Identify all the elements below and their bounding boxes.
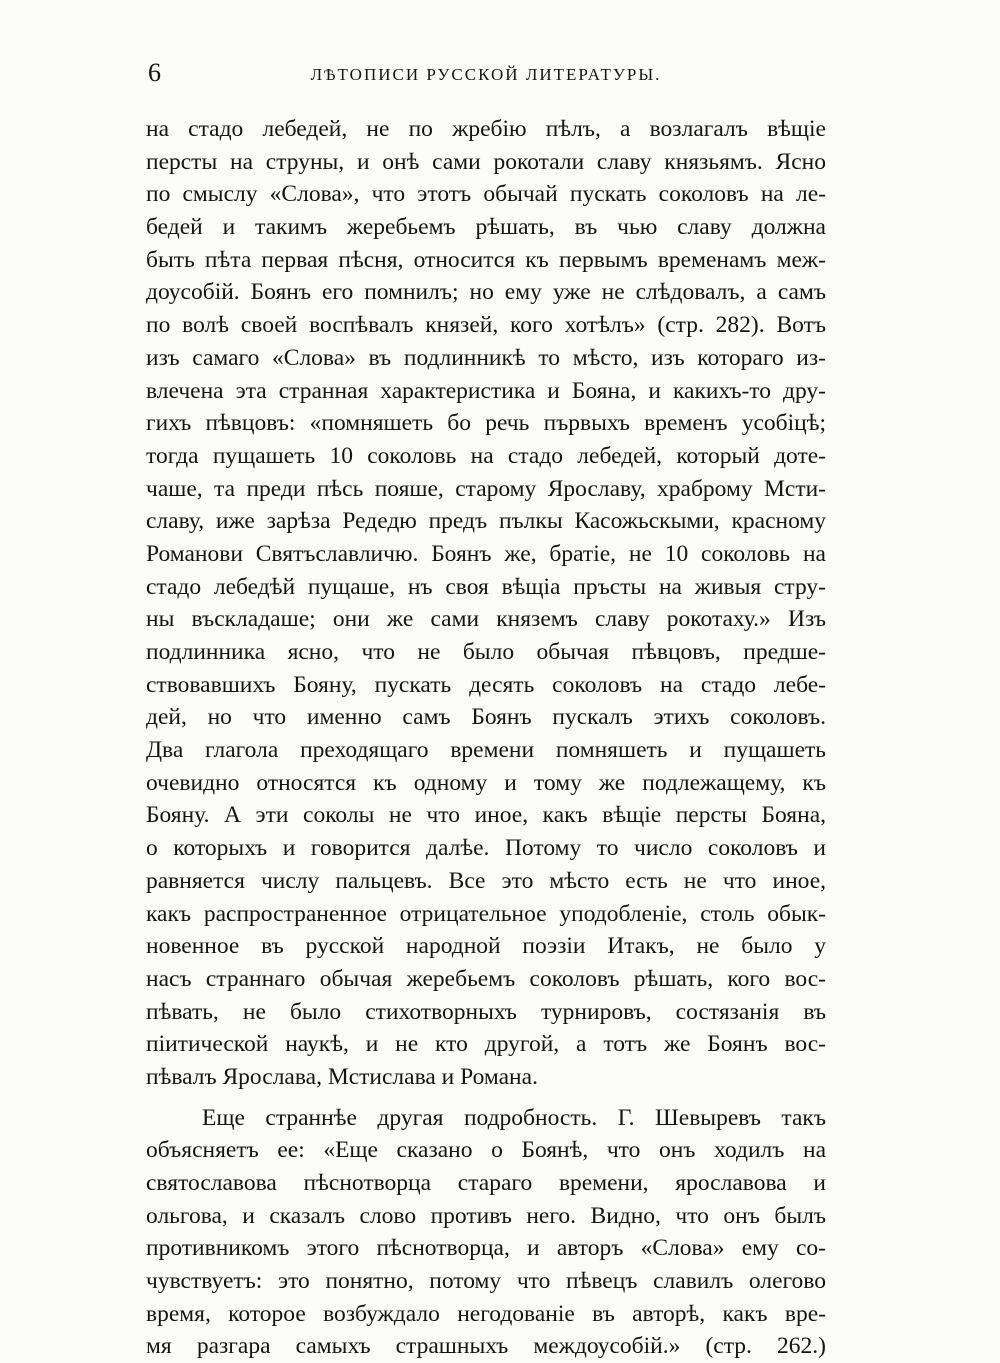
text-line: какъ распространенное отрицательное уподобленіе, столь обык- bbox=[146, 900, 826, 927]
text-line: очевидно относятся къ одному и тому же подлежащему, къ bbox=[146, 769, 826, 796]
text-line: на стадо лебедей, не по жребію пѣлъ, а возлагалъ вѣщіе bbox=[146, 116, 826, 142]
text-line: ны въскладаше; они же сами княземъ славу рокотаху.» Изъ bbox=[146, 606, 826, 633]
text-line: мя разгара самыхъ страшныхъ междоусобій.» (стр. 262.) bbox=[146, 1333, 826, 1360]
text-line: доусобій. Боянъ его помнилъ; но ему уже не слѣдовалъ, а самъ bbox=[146, 279, 826, 306]
text-line: чаше, та преди пѣсь пояше, старому Ярославу, храброму Мсти- bbox=[146, 475, 826, 502]
text-line: бедей и такимъ жеребьемъ рѣшать, въ чью славу должна bbox=[146, 214, 826, 241]
text-line: новенное въ русской народной поэзіи Итакъ, не было у bbox=[146, 933, 826, 960]
text-line: быть пѣта первая пѣсня, относится къ первымъ временамъ меж- bbox=[146, 246, 826, 273]
text-line: противникомъ этого пѣснотворца, и авторъ «Слова» ему со- bbox=[146, 1235, 826, 1262]
text-line: изъ самаго «Слова» въ подлинникѣ то мѣсто, изъ котораго из- bbox=[146, 344, 826, 371]
text-line: святославова пѣснотворца стараго времени, ярославова и bbox=[146, 1170, 826, 1196]
text-line: славу, иже зарѣза Редедю предъ пълкы Касожьскыми, красному bbox=[146, 508, 826, 535]
page-number: 6 bbox=[148, 58, 161, 87]
paragraph-gap bbox=[146, 1094, 826, 1102]
text-line: стадо лебедѣй пущаше, нъ своя вѣщіа пръсты на живыя стру- bbox=[146, 573, 826, 600]
text-line: объясняетъ ее: «Еще сказано о Боянѣ, что онъ ходилъ на bbox=[146, 1137, 826, 1164]
text-line: ольгова, и сказалъ слово противъ него. Видно, что онъ былъ bbox=[146, 1202, 826, 1229]
text-line: чувствуетъ: это понятно, потому что пѣвецъ славилъ олегово bbox=[146, 1268, 826, 1295]
text-line: Два глагола преходящаго времени помняшеть и пущашеть bbox=[146, 737, 826, 764]
text-line: пѣвалъ Ярослава, Мстислава и Романа. bbox=[146, 1063, 538, 1090]
body-text bbox=[146, 113, 826, 1363]
text-line: влечена эта странная характеристика и Бояна, и какихъ-то дру- bbox=[146, 377, 826, 404]
text-line: гихъ пѣвцовъ: «помняшеть бо речь първыхъ временъ усобіцѣ; bbox=[146, 410, 826, 437]
text-line: пѣвать, не было стихотворныхъ турнировъ, состязанія въ bbox=[146, 998, 826, 1025]
text-line: Бояну. А эти соколы не что иное, какъ вѣщіе персты Бояна, bbox=[146, 802, 826, 829]
text-line: равняется числу пальцевъ. Все это мѣсто есть не что иное, bbox=[146, 867, 826, 894]
text-line: подлинника ясно, что не было обычая пѣвцовъ, предше- bbox=[146, 639, 826, 665]
text-line: по волѣ своей воспѣвалъ князей, кого хотѣлъ» (стр. 282). Вотъ bbox=[146, 312, 826, 339]
text-line: дей, но что именно самъ Боянъ пускалъ этихъ соколовъ. bbox=[146, 704, 826, 731]
text-line: тогда пущашеть 10 соколовь на стадо лебедей, который доте- bbox=[146, 442, 826, 469]
text-line: Романови Святъславличю. Боянъ же, братіе, не 10 соколовь на bbox=[146, 540, 826, 567]
text-line: о которыхъ и говорится далѣе. Потому то число соколовъ и bbox=[146, 835, 826, 862]
text-line: піитической наукѣ, и не кто другой, а тотъ же Боянъ вос- bbox=[146, 1031, 826, 1058]
text-line: по смыслу «Слова», что этотъ обычай пускать соколовъ на ле- bbox=[146, 181, 826, 208]
text-line: Еще страннѣе другая подробность. Г. Шевыревъ такъ bbox=[202, 1104, 826, 1131]
running-title: ЛѢТОПИСИ РУССКОЙ ЛИТЕРАТУРЫ. bbox=[310, 65, 662, 84]
text-line: насъ страннаго обычая жеребьемъ соколовъ рѣшать, кого вос- bbox=[146, 965, 826, 992]
page-header bbox=[148, 58, 824, 88]
text-line: персты на струны, и онѣ сами рокотали славу князьямъ. Ясно bbox=[146, 148, 826, 175]
paragraph-2 bbox=[146, 1102, 826, 1363]
paragraph-1 bbox=[146, 113, 826, 1094]
text-line: ствовавшихъ Бояну, пускать десять соколовъ на стадо лебе- bbox=[146, 671, 826, 698]
text-line: время, которое возбуждало негодованіе въ авторѣ, какъ вре- bbox=[146, 1300, 826, 1327]
